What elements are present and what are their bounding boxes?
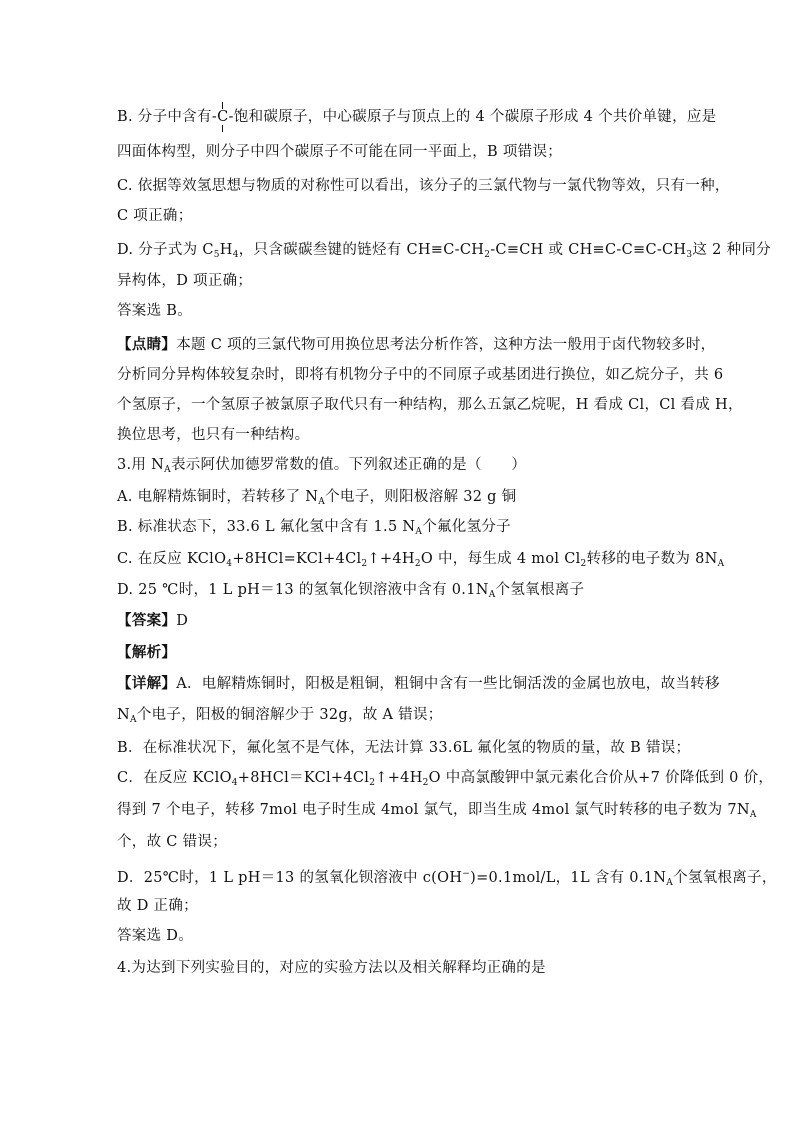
text: +8HCl=KCl+4Cl [232,551,362,567]
text: 这 2 种同分 [692,242,771,258]
subscript: A [415,527,423,537]
detail-label: 【详解】 [117,675,177,692]
option-a [117,487,516,512]
final-answer: 答案选 D。 [117,928,194,944]
detail-d-line-2: 故 D 正确； [117,898,198,914]
b-analysis-line-1 [117,107,716,127]
d-analysis-line-1 [117,240,771,265]
text: 得到 7 个电子，转移 7mol 电子时生成 4mol 氯气，即当生成 4mol 氯气时转移的电子数为 7N [117,802,750,818]
text: C．在反应 KClO [117,770,232,786]
answer-label: 【答案】 [117,612,177,629]
carbon-structure [212,107,234,127]
subscript: 2 [414,559,421,569]
tip-line-1 [117,335,715,355]
detail-a-line-2 [117,705,443,730]
analysis-label: 【解析】 [117,644,177,661]
option-c [117,549,724,574]
text: D. 25 ℃时，1 L pH＝13 的氢氧化钡溶液中含有 0.1N [117,582,489,598]
answer-value: D [176,613,189,629]
text: 3.用 N [117,457,165,473]
carbon-group: -C- [211,109,234,125]
c-analysis-line-2: C 项正确； [117,208,193,224]
b-analysis-line-2: 四面体构型，则分子中四个碳原子不可能在同一平面上，B 项错误； [117,144,563,160]
text: )=0.1mol/L，1L 含有 0.1N [470,870,667,886]
subscript: 4 [232,250,239,260]
text: A. 电解精炼铜时，若转移了 N [117,489,319,505]
subscript: A [717,559,725,569]
text: -C≡CH 或 CH≡C-C≡C-CH [490,242,687,258]
text: +8HCl＝KCl+4Cl [237,770,370,786]
text: C. 在反应 KClO [117,551,227,567]
d-analysis-line-2: 异构体，D 项正确； [117,273,253,289]
tip-line-2: 分析同分异构体较复杂时，即将有机物分子中的不同原子或基团进行换位，如乙烷分子，共 6 [117,367,724,383]
tip-line-3: 个氢原子，一个氢原子被氯原子取代只有一种结构，那么五氯乙烷呢，H 看成 Cl，Cl 看成 H， [117,397,743,413]
text: ↑+4H [367,551,415,567]
subscript: A [318,497,326,507]
bond-bottom [222,125,223,132]
analysis-heading [117,643,176,663]
text: 个氟化氢分子 [422,519,511,535]
text: A．电解精炼铜时，阳极是粗铜，粗铜中含有一些比铜活泼的金属也放电，故当转移 [176,676,720,692]
tip-label: 【点睛】 [117,336,177,353]
text: B. 分子中含有 [117,109,212,125]
subscript: 3 [686,250,693,260]
text: O 中高氯酸钾中氯元素化合价从+7 价降低到 0 价， [428,770,774,786]
answer-previous: 答案选 B。 [117,303,193,319]
subscript: 4 [226,559,233,569]
answer-line [117,611,188,631]
text: D．25℃时，1 L pH＝13 的氢氧化钡溶液中 c(OH [117,870,463,886]
detail-c-line-3: 个，故 C 错误； [117,834,228,850]
subscript: 2 [361,559,368,569]
c-analysis-line-1: C. 依据等效氢思想与物质的对称性可以看出，该分子的三氯代物与一氯代物等效，只有一种， [117,178,730,194]
tip-line-4: 换位思考，也只有一种结构。 [117,427,310,443]
text: 表示阿伏加德罗常数的值。下列叙述正确的是（ ） [170,457,527,473]
detail-c-line-2 [117,800,757,825]
subscript: 5 [213,250,220,260]
subscript: 2 [484,250,491,260]
text: 本题 C 项的三氯代物可用换位思考法分析作答，这种方法一般用于卤代物较多时， [176,337,716,353]
text: O 中，每生成 4 mol Cl [420,551,581,567]
subscript: 2 [580,559,587,569]
question-4-stem: 4.为达到下列实验目的，对应的实验方法以及相关解释均正确的是 [117,960,546,976]
text: 饱和碳原子，中心碳原子与顶点上的 4 个碳原子形成 4 个共价单键，应是 [233,109,717,125]
text: H [219,242,233,258]
subscript: A [749,810,757,820]
bond-top [222,102,223,109]
option-d [117,580,584,605]
text: 个电子，则阳极溶解 32 g 铜 [325,489,517,505]
subscript: 2 [369,778,376,788]
subscript: 4 [231,778,238,788]
subscript: A [130,715,137,725]
text: D. 分子式为 C [117,242,214,258]
subscript: 2 [422,778,429,788]
text: N [117,707,130,723]
text: 个电子，阳极的铜溶解少于 32g，故 A 错误； [136,707,443,723]
option-b [117,517,511,542]
text: ↑+4H [375,770,423,786]
text: 转移的电子数为 8N [586,551,718,567]
detail-d-line-1 [117,864,777,893]
detail-c-line-1 [117,768,773,793]
text: B. 标准状态下，33.6 L 氟化氢中含有 1.5 N [117,519,416,535]
superscript: − [462,869,471,879]
question-3-stem [117,455,526,480]
subscript: A [666,878,674,888]
text: 个氢氧根离子， [673,870,777,886]
detail-a-line-1 [117,674,720,694]
detail-b: B．在标准状况下，氟化氢不是气体，无法计算 33.6L 氟化氢的物质的量，故 B 错误； [117,740,691,756]
text: 个氢氧根离子 [495,582,585,598]
text: ，只含碳碳叁键的链烃有 CH≡C-CH [238,242,485,258]
subscript: A [488,590,496,600]
subscript: A [164,465,171,475]
